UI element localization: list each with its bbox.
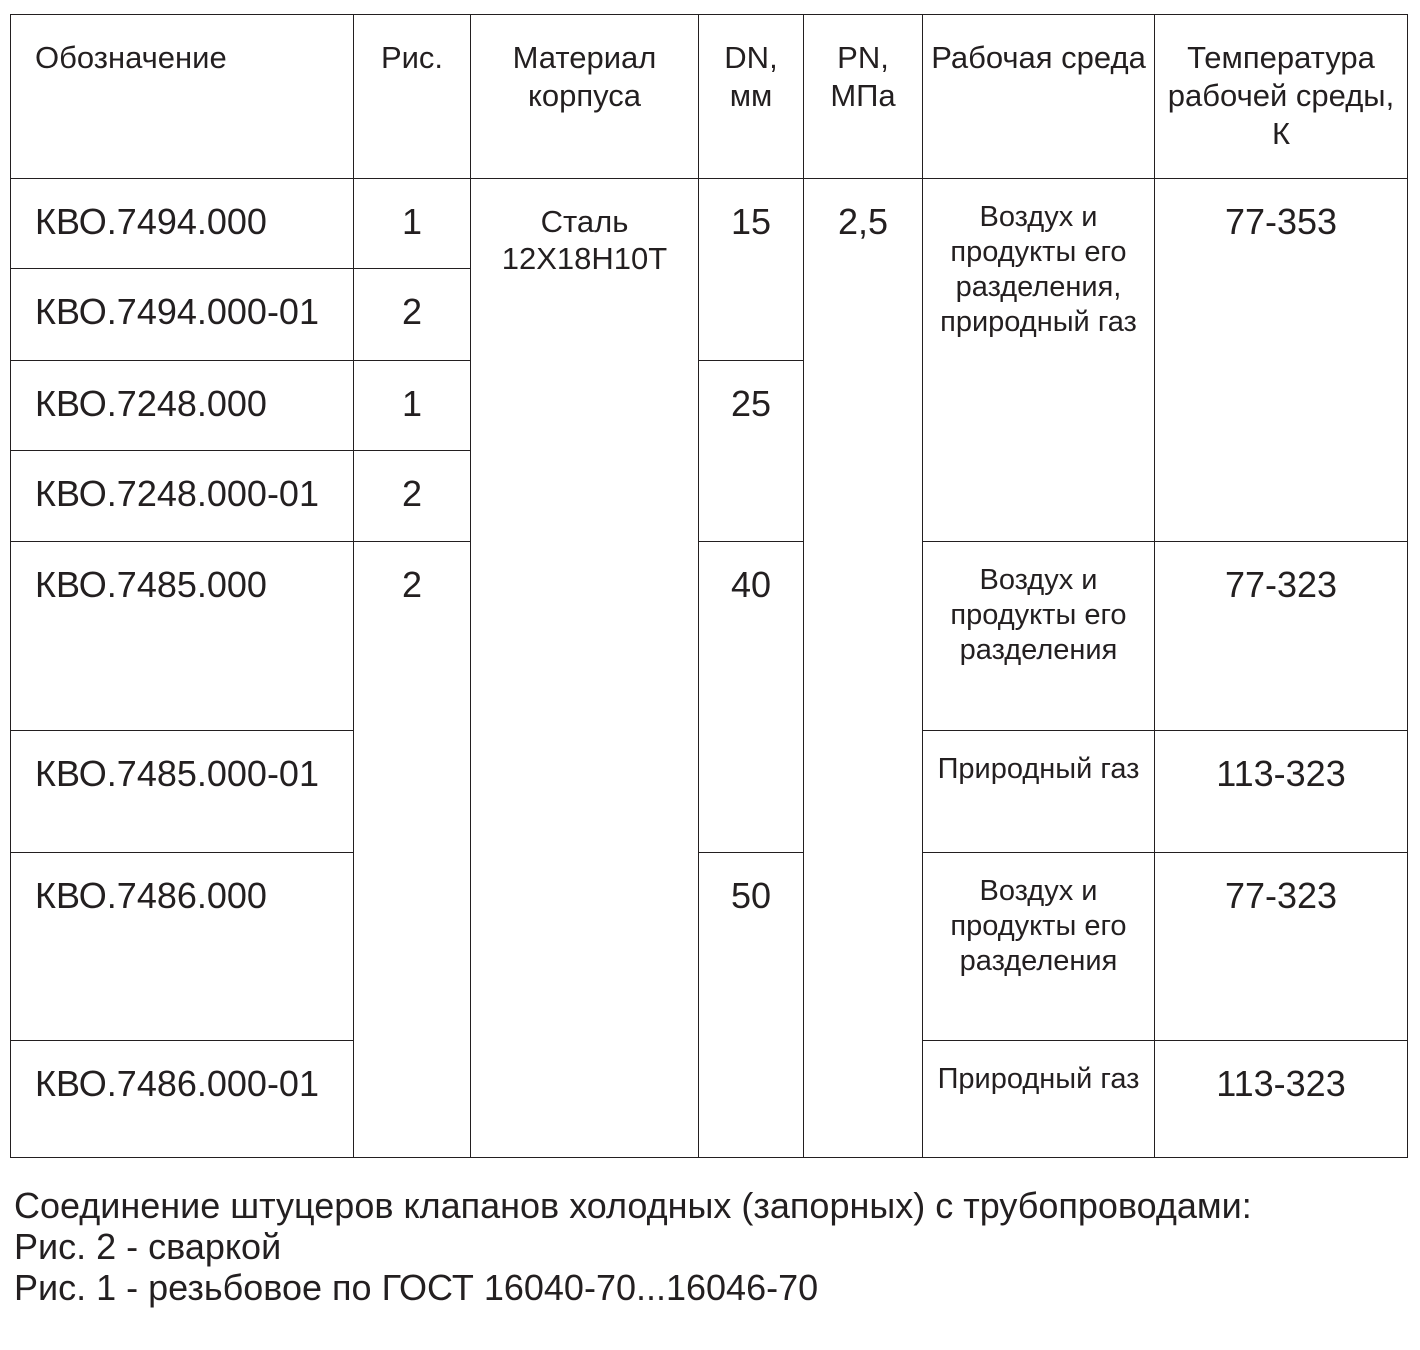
designation-cell: КВО.7485.000 bbox=[11, 542, 354, 731]
medium-cell: Воздух и продукты его разделения, природный газ bbox=[923, 179, 1155, 542]
temperature-cell: 113-323 bbox=[1155, 1041, 1408, 1158]
designation-cell: КВО.7486.000 bbox=[11, 853, 354, 1041]
pn-cell: 2,5 bbox=[804, 179, 923, 1158]
figure-cell: 1 bbox=[354, 179, 471, 269]
table-row bbox=[11, 179, 1408, 269]
header-row bbox=[11, 15, 1408, 179]
designation-cell: КВО.7494.000 bbox=[11, 179, 354, 269]
footnote-line: Соединение штуцеров клапанов холодных (запорных) с трубопроводами: bbox=[14, 1185, 1252, 1226]
table-row bbox=[11, 853, 1408, 1041]
material-cell: Сталь 12Х18Н10Т bbox=[471, 179, 699, 1158]
header-pn: PN, МПа bbox=[804, 15, 923, 179]
dn-cell: 25 bbox=[699, 361, 804, 542]
header-dn: DN, мм bbox=[699, 15, 804, 179]
figure-cell: 2 bbox=[354, 269, 471, 361]
table-row bbox=[11, 542, 1408, 731]
designation-cell: КВО.7486.000-01 bbox=[11, 1041, 354, 1158]
header-medium: Рабочая среда bbox=[923, 15, 1155, 179]
dn-cell: 40 bbox=[699, 542, 804, 853]
figure-cell: 2 bbox=[354, 451, 471, 542]
header-temperature: Температура рабочей среды, К bbox=[1155, 15, 1408, 179]
temperature-cell: 77-353 bbox=[1155, 179, 1408, 542]
designation-cell: КВО.7494.000-01 bbox=[11, 269, 354, 361]
medium-cell: Воздух и продукты его разделения bbox=[923, 853, 1155, 1041]
dn-cell: 50 bbox=[699, 853, 804, 1158]
footnote bbox=[14, 1185, 1252, 1308]
header-material: Материал корпуса bbox=[471, 15, 699, 179]
figure-cell: 1 bbox=[354, 361, 471, 451]
header-figure: Рис. bbox=[354, 15, 471, 179]
header-designation: Обозначение bbox=[11, 15, 354, 179]
figure-cell: 2 bbox=[354, 542, 471, 1158]
footnote-line: Рис. 2 - сваркой bbox=[14, 1226, 282, 1267]
temperature-cell: 77-323 bbox=[1155, 853, 1408, 1041]
dn-cell: 15 bbox=[699, 179, 804, 361]
temperature-cell: 77-323 bbox=[1155, 542, 1408, 731]
designation-cell: КВО.7248.000 bbox=[11, 361, 354, 451]
medium-cell: Природный газ bbox=[923, 731, 1155, 853]
temperature-cell: 113-323 bbox=[1155, 731, 1408, 853]
designation-cell: КВО.7248.000-01 bbox=[11, 451, 354, 542]
footnote-line: Рис. 1 - резьбовое по ГОСТ 16040-70...16046-70 bbox=[14, 1267, 819, 1308]
medium-cell: Воздух и продукты его разделения bbox=[923, 542, 1155, 731]
medium-cell: Природный газ bbox=[923, 1041, 1155, 1158]
valve-spec-table bbox=[10, 14, 1408, 1158]
designation-cell: КВО.7485.000-01 bbox=[11, 731, 354, 853]
